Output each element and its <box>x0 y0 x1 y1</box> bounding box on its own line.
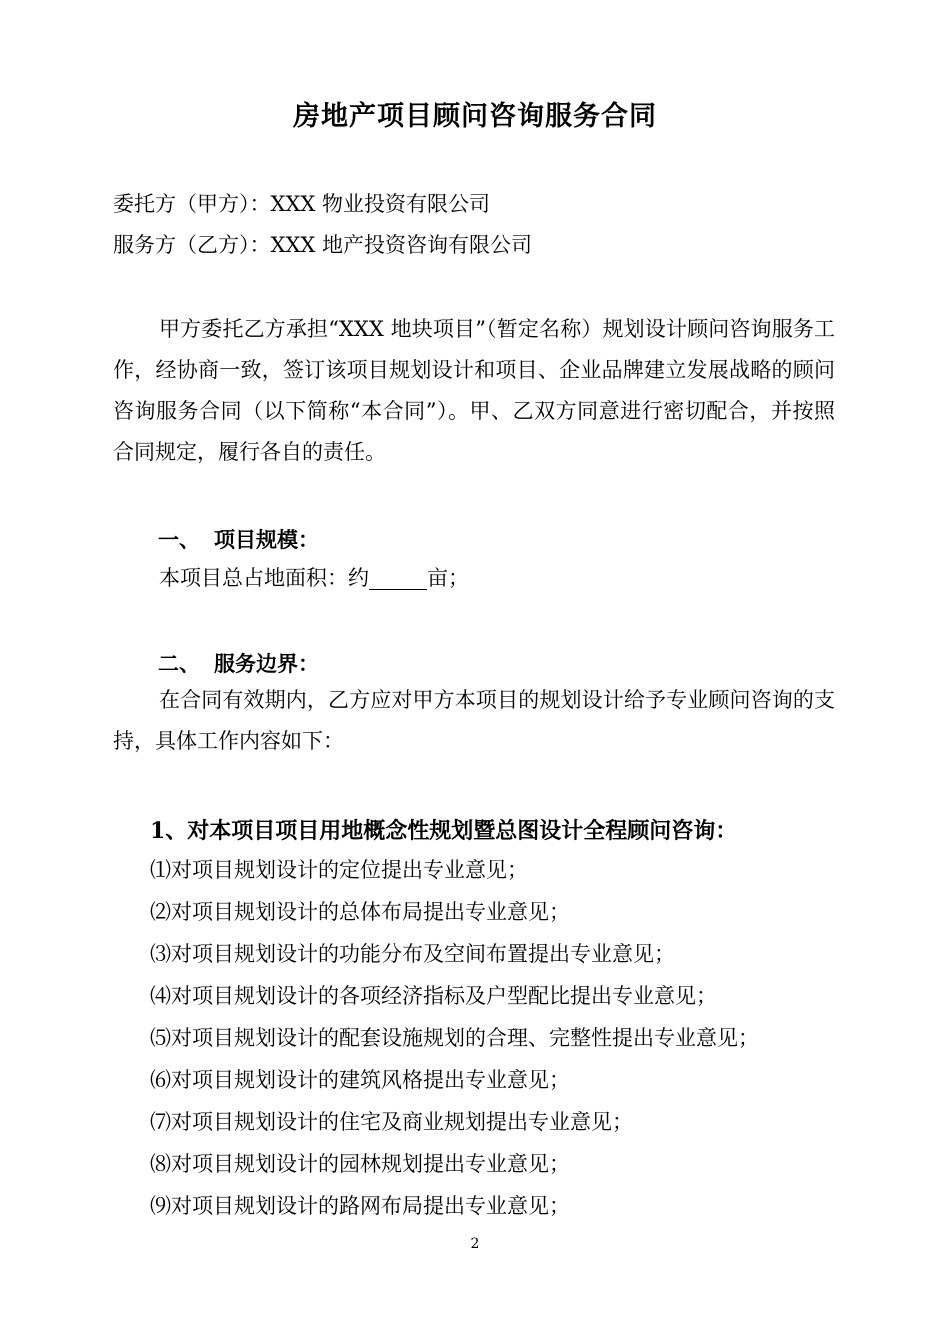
party-b-name: XXX 地产投资咨询有限公司 <box>270 233 533 257</box>
section-2-title: 服务边界： <box>214 651 319 676</box>
section-2-heading <box>158 648 319 678</box>
list-item: ⑼对项目规划设计的路网布局提出专业意见； <box>150 1194 570 1218</box>
list-item: ⑴对项目规划设计的定位提出专业意见； <box>150 858 528 882</box>
area-blank <box>369 567 427 590</box>
page-number: 2 <box>470 1236 480 1252</box>
list-item: ⑵对项目规划设计的总体布局提出专业意见； <box>150 900 570 924</box>
party-a-line <box>113 189 490 219</box>
intro-paragraph: 甲方委托乙方承担“XXX 地块项目”（暂定名称）规划设计顾问咨询服务工作，经协商一致，签订该项目规划设计和项目、企业品牌建立发展战略的顾问咨询服务合同（以下简称“本合同”）。甲、乙双方同意进行密切配合，并按照合同规定，履行各自的责任。 <box>113 317 835 464</box>
list-item: ⑶对项目规划设计的功能分布及空间布置提出专业意见； <box>150 942 675 966</box>
party-b-label: 服务方（乙方）： <box>113 233 271 257</box>
party-a-name: XXX 物业投资有限公司 <box>270 192 491 216</box>
list-item: ⑷对项目规划设计的各项经济指标及户型配比提出专业意见； <box>150 984 717 1008</box>
section-2-paragraph: 在合同有效期内，乙方应对甲方本项目的规划设计给予专业顾问咨询的支持，具体工作内容如下： <box>113 688 835 753</box>
party-a-label: 委托方（甲方）： <box>113 192 271 216</box>
project-area-label: 本项目总占地面积：约 <box>159 566 369 590</box>
section-2-number: 二、 <box>158 651 200 676</box>
document-title: 房地产项目顾问咨询服务合同 <box>293 101 657 132</box>
party-b-line <box>113 230 532 260</box>
list-item: ⑹对项目规划设计的建筑风格提出专业意见； <box>150 1068 570 1092</box>
list-item: ⑻对项目规划设计的园林规划提出专业意见； <box>150 1152 570 1176</box>
list-item: ⑺对项目规划设计的住宅及商业规划提出专业意见； <box>150 1110 633 1134</box>
project-area-unit: 亩； <box>427 566 469 590</box>
subsection-1-heading: 1、对本项目项目用地概念性规划暨总图设计全程顾问咨询： <box>150 818 738 844</box>
list-item: ⑸对项目规划设计的配套设施规划的合理、完整性提出专业意见； <box>150 1026 759 1050</box>
project-area-line <box>159 563 469 593</box>
section-1-title: 项目规模： <box>214 527 319 552</box>
section-1-number: 一、 <box>158 527 200 552</box>
section-1-heading <box>158 524 319 554</box>
